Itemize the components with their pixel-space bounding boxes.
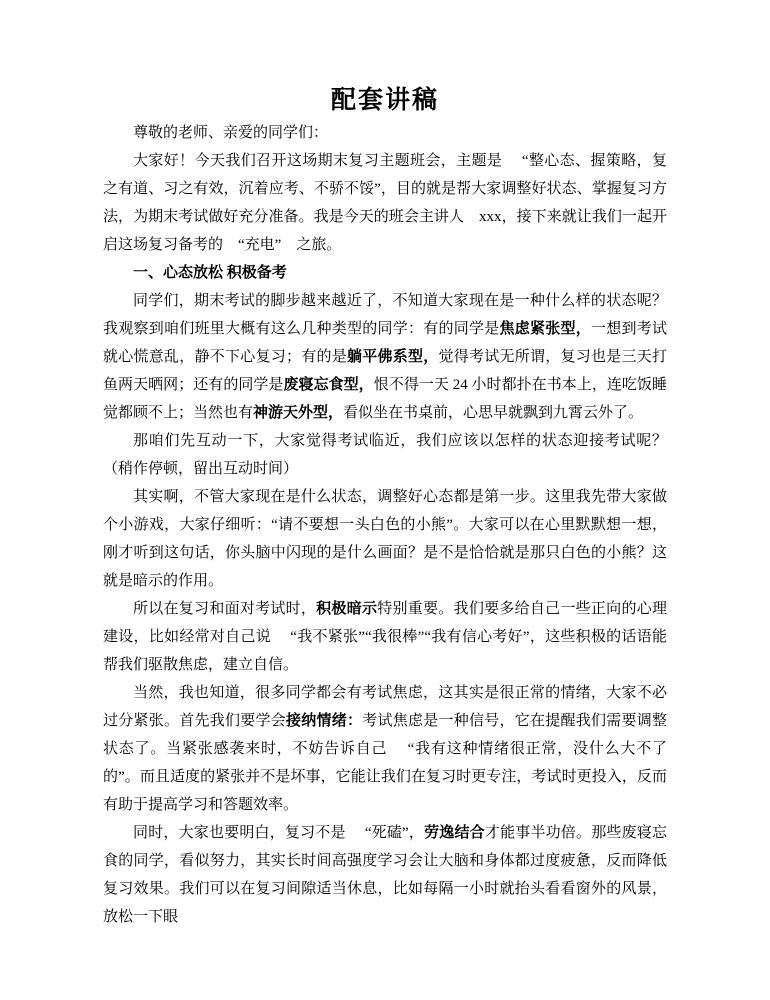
bold-text-run: 废寝忘食型， [283,377,374,393]
paragraph [103,427,667,483]
text-run: 一想到考试就心慌意乱，静不下心复习；有的是 [103,321,667,365]
section-heading [103,259,667,287]
paragraph [103,595,667,679]
text-run: 当然，我也知道，很多同学都会有考试焦虑，这其实是很正常的情绪，大家不必过分紧张。首先我们要学会 [103,685,667,729]
bold-text-run: 劳逸结合 [424,825,485,841]
paragraph [103,819,667,931]
text-run: 考试焦虑是一种信号，它在提醒我们需要调整状态了。当紧张感袭来时，不妨告诉自己 “我有这种情绪很正常，没什么大不了的”。而且适度的紧张并不是坏事，它能让我们在复习时更专注，考试时更投入，反而有助于提高学习和答题效率。 [103,713,667,813]
document-title: 配套讲稿 [330,87,439,114]
paragraph [103,147,667,259]
bold-text-run: 躺平佛系型， [346,349,439,365]
text-run: 其实啊，不管大家现在是什么状态，调整好心态都是第一步。这里我先带大家做个小游戏，大家仔细听：“请不要想一头白色的小熊”。大家可以在心里默默想一想，刚才听到这句话，你头脑中闪现的是什么画面？是不是恰恰就是那只白色的小熊？这就是暗示的作用。 [103,489,667,589]
text-run: 才能事半功倍。那些废寝忘食的同学，看似努力，其实长时间高强度学习会让大脑和身体都过度疲惫，反而降低复习效果。我们可以在复习间隙适当休息，比如每隔一小时就抬头看看窗外的风景，放松一下眼 [103,825,667,925]
text-run: 同时，大家也要明白，复习不是 “死磕”， [133,825,425,841]
paragraph [103,679,667,819]
text-run: 同学们，期末考试的脚步越来越近了，不知道大家现在是一种什么样的状态呢？我观察到咱们班里大概有这么几种类型的同学：有的同学是 [103,293,667,337]
text-run: 那咱们先互动一下，大家觉得考试临近，我们应该以怎样的状态迎接考试呢？（稍作停顿，留出互动时间） [103,433,667,477]
paragraph [103,483,667,595]
paragraph [103,119,667,147]
text-run: 所以在复习和面对考试时， [133,601,317,617]
bold-text-run: 焦虑紧张型， [499,321,591,337]
text-run: 觉得考试无所谓，复习也是三天打鱼两天晒网；还有的同学是 [103,349,667,393]
text-run: 大家好！今天我们召开这场期末复习主题班会，主题是 “整心态、握策略，复之有道、习之有效，沉着应考、不骄不馁”，目的就是帮大家调整好状态、掌握复习方法，为期末考试做好充分准备。我是今天的班会主讲人 xxx，接下来就让我们一起开启这场复习备考的 “充电” 之旅。 [103,153,667,253]
text-run: 尊敬的老师、亲爱的同学们： [133,125,329,141]
bold-text-run: 神游天外型， [253,405,344,421]
paragraph [103,287,667,427]
text-run: 看似坐在书桌前，心思早就飘到九霄云外了。 [343,405,644,421]
text-run: 特别重要。我们要多给自己一些正向的心理建设，比如经常对自己说 “我不紧张”“我很棒”“我有信心考好”，这些积极的话语能帮我们驱散焦虑，建立自信。 [103,601,667,673]
bold-text-run: 接纳情绪： [286,713,363,729]
document-body [103,119,667,931]
bold-text-run: 一、心态放松 积极备考 [133,265,287,281]
bold-text-run: 积极暗示 [316,601,378,617]
text-run: 恨不得一天 24 小时都扑在书本上，连吃饭睡觉都顾不上；当然也有 [103,377,667,421]
